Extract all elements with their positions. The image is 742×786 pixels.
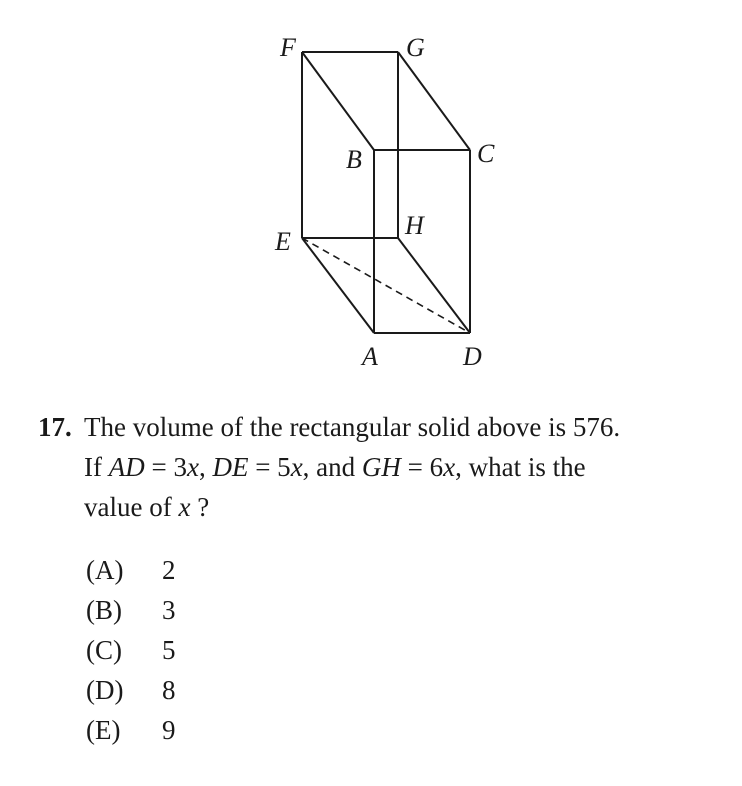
text-segment: , what is the (455, 452, 586, 482)
question-text-line-2 (84, 452, 586, 483)
math-variable: x (443, 452, 456, 482)
math-variable: x (186, 452, 199, 482)
choice-value: 8 (162, 675, 176, 705)
choice-letter: (E) (86, 715, 121, 745)
vertex-label-G: G (406, 33, 425, 62)
vertex-label-A: A (362, 342, 378, 371)
vertex-label-F: F (280, 33, 296, 62)
text-segment: , (198, 452, 213, 482)
dashed-diagonal-ED (302, 238, 470, 333)
choice-letter: (D) (86, 675, 124, 705)
text-segment: , and (302, 452, 362, 482)
vertex-label-H: H (405, 211, 424, 240)
choice-letter: (A) (86, 555, 124, 585)
edge-FB (302, 52, 374, 150)
edge-GC (398, 52, 470, 150)
edge-HD (398, 238, 470, 333)
vertex-label-C: C (477, 139, 495, 168)
text-segment: ? (190, 492, 210, 522)
math-variable: DE (212, 452, 249, 482)
question-text-line-1: The volume of the rectangular solid above is 576. (84, 412, 621, 442)
math-variable: AD (108, 452, 145, 482)
vertex-label-D: D (463, 342, 482, 371)
choice-value: 3 (162, 595, 176, 625)
question-text-line-3 (84, 492, 209, 523)
choice-value: 9 (162, 715, 176, 745)
choice-letter: (B) (86, 595, 122, 625)
choice-value: 2 (162, 555, 176, 585)
vertex-label-E: E (275, 227, 291, 256)
text-segment: = 5 (248, 452, 291, 482)
choice-letter: (C) (86, 635, 122, 665)
question-number: 17. (38, 412, 72, 442)
text-segment: = 3 (144, 452, 187, 482)
math-variable: x (178, 492, 191, 522)
math-variable: GH (361, 452, 401, 482)
rectangular-solid-figure (0, 0, 742, 390)
vertex-label-B: B (346, 145, 362, 174)
edge-EA (302, 238, 374, 333)
text-segment: value of (84, 492, 179, 522)
text-segment: If (84, 452, 109, 482)
math-variable: x (290, 452, 303, 482)
text-segment: = 6 (400, 452, 444, 482)
choice-value: 5 (162, 635, 176, 665)
